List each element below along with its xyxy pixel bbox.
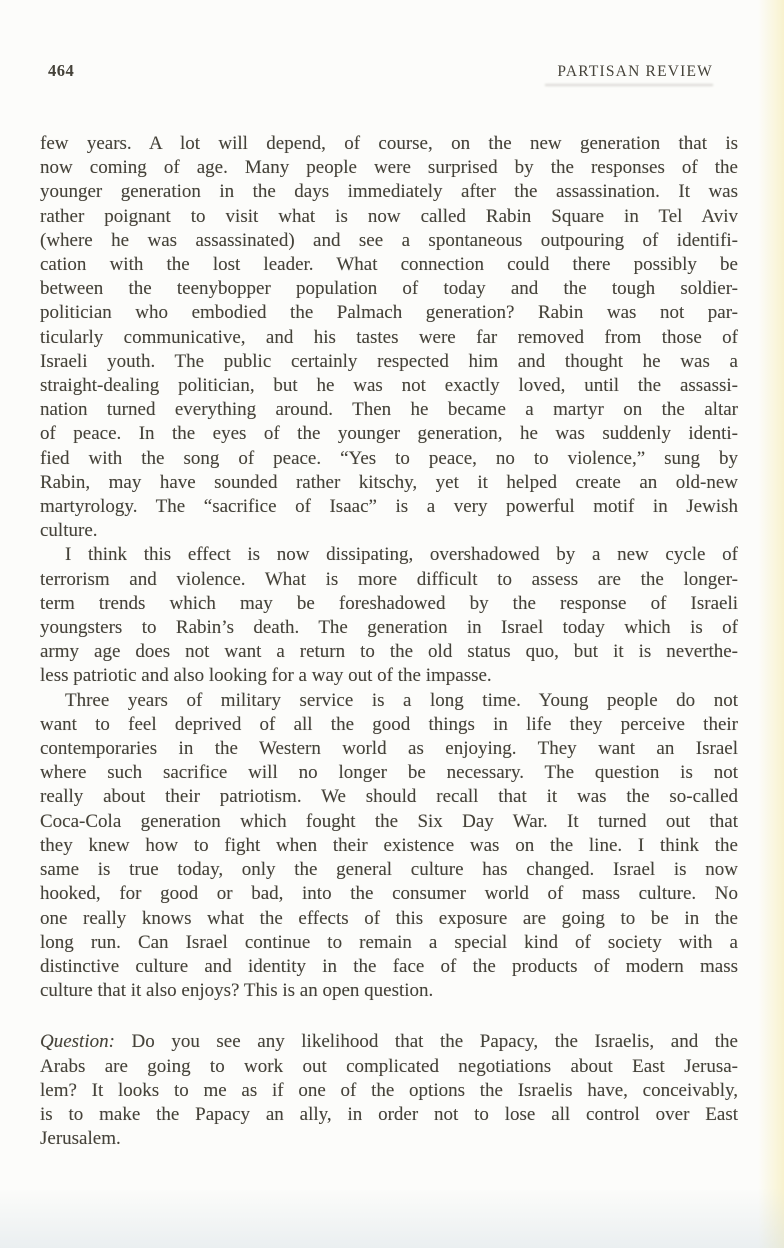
paragraph	[40, 543, 738, 688]
page-number: 464	[48, 61, 75, 80]
paragraph	[40, 689, 738, 1004]
text-line: straight-dealing politician, but he was not exactly loved, until the assassi-	[40, 375, 738, 397]
text-line: term trends which may be foreshadowed by the response of Israeli	[40, 592, 738, 614]
text-line: Coca-Cola generation which fought the Six Day War. It turned out that	[40, 810, 738, 832]
text-line: same is true today, only the general culture has changed. Israel is now	[40, 859, 738, 881]
text-line: martyrology. The “sacrifice of Isaac” is a very powerful motif in Jewish	[40, 496, 738, 518]
text-line: long run. Can Israel continue to remain a special kind of society with a	[40, 931, 738, 953]
text-line: younger generation in the days immediately after the assassination. It was	[40, 181, 738, 203]
text-line: ticularly communicative, and his tastes were far removed from those of	[40, 326, 738, 348]
paragraph	[40, 132, 738, 543]
text-line: culture that it also enjoys? This is an open question.	[40, 980, 434, 1002]
text-line: one really knows what the effects of this exposure are going to be in the	[40, 907, 738, 929]
text-line: culture.	[40, 520, 98, 542]
text-line: really about their patriotism. We should recall that it was the so-called	[40, 786, 738, 808]
text-line: of peace. In the eyes of the younger generation, he was suddenly identi-	[40, 423, 738, 445]
page-edge-tint	[758, 0, 784, 1248]
text-line: fied with the song of peace. “Yes to peace, no to violence,” sung by	[40, 447, 738, 469]
text-line: rather poignant to visit what is now called Rabin Square in Tel Aviv	[40, 205, 738, 227]
text-line: where such sacrifice will no longer be necessary. The question is not	[40, 762, 738, 784]
paragraph	[40, 1030, 738, 1151]
text-line: distinctive culture and identity in the face of the products of modern mass	[40, 955, 738, 977]
text-line: now coming of age. Many people were surprised by the responses of the	[40, 157, 738, 179]
text-line: contemporaries in the Western world as enjoying. They want an Israel	[40, 738, 738, 760]
text-line: few years. A lot will depend, of course, on the new generation that is	[40, 133, 738, 154]
text-line: Israeli youth. The public certainly respected him and thought he was a	[40, 350, 738, 372]
page-body	[40, 132, 738, 1151]
page-bottom-shadow	[0, 1188, 784, 1248]
text-line: Rabin, may have sounded rather kitschy, yet it helped create an old-new	[40, 471, 738, 493]
text-line: Question: Do you see any likelihood that the Papacy, the Israelis, and the	[40, 1031, 738, 1053]
text-line: Three years of military service is a long time. Young people do not	[65, 689, 738, 711]
text-line: I think this effect is now dissipating, overshadowed by a new cycle of	[65, 544, 738, 566]
text-line: want to feel deprived of all the good things in life they perceive their	[40, 713, 738, 735]
text-line: Jerusalem.	[40, 1128, 121, 1150]
text-line: hooked, for good or bad, into the consumer world of mass culture. No	[40, 883, 738, 905]
running-header	[48, 61, 713, 81]
text-line: terrorism and violence. What is more difficult to assess are the longer-	[40, 568, 738, 590]
text-line: nation turned everything around. Then he became a martyr on the altar	[40, 399, 738, 421]
ink-bleed-mark	[545, 84, 713, 86]
journal-title: PARTISAN REVIEW	[557, 63, 713, 80]
text-line: Arabs are going to work out complicated negotiations about East Jerusa-	[40, 1055, 738, 1077]
text-line: cation with the lost leader. What connection could there possibly be	[40, 254, 738, 276]
text-line: politician who embodied the Palmach generation? Rabin was not par-	[40, 302, 738, 324]
question-label: Question:	[40, 1031, 115, 1053]
text-line: is to make the Papacy an ally, in order not to lose all control over East	[40, 1103, 738, 1125]
text-line: (where he was assassinated) and see a spontaneous outpouring of identifi-	[40, 229, 738, 251]
text-line: youngsters to Rabin’s death. The generation in Israel today which is of	[40, 617, 738, 639]
text-line: army age does not want a return to the old status quo, but it is neverthe-	[40, 641, 738, 663]
text-line: between the teenybopper population of today and the tough soldier-	[40, 278, 738, 300]
text-line: lem? It looks to me as if one of the options the Israelis have, conceivably,	[40, 1079, 738, 1101]
text-line: they knew how to fight when their existence was on the line. I think the	[40, 834, 738, 856]
text-line: less patriotic and also looking for a way out of the impasse.	[40, 665, 492, 687]
